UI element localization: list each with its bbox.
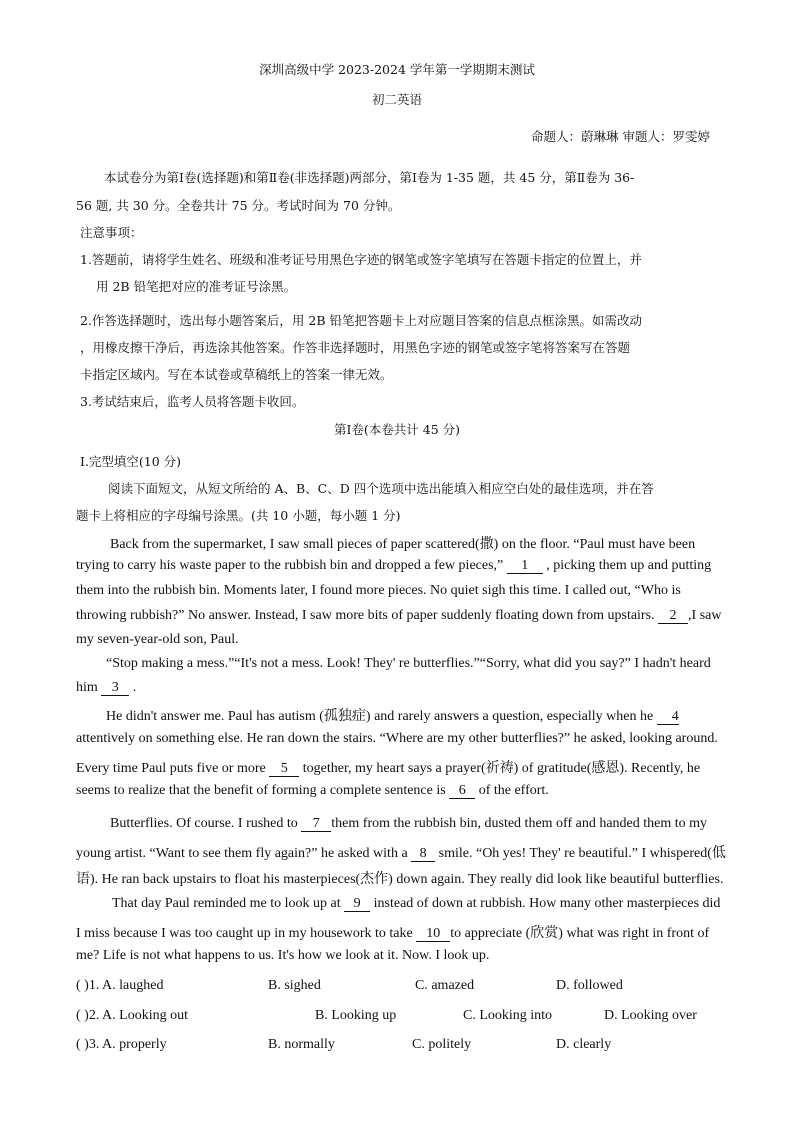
- passage-p1-line-1: Back from the supermarket, I saw small pieces of paper scattered(撒) on the floor. “Paul must have been: [110, 537, 696, 552]
- passage-p1-line-3: them into the rubbish bin. Moments later, I found more pieces. No quiet sigh this time. I called out, “Who is: [76, 583, 681, 598]
- question-3-option-b: B. normally: [268, 1037, 335, 1052]
- blank-7: 7: [301, 817, 331, 832]
- passage-p3-line-4: [76, 783, 549, 799]
- question-2-option-d: D. Looking over: [604, 1008, 697, 1023]
- blank-2: 2: [658, 609, 688, 624]
- passage-p4-line-1: [110, 816, 707, 832]
- question-2-option-b: B. Looking up: [315, 1008, 397, 1023]
- question-1-option-c: C. amazed: [415, 978, 475, 993]
- passage-p5-line-3: me? Life is not what happens to us. It's how we look at it. Now. I look up.: [76, 948, 490, 963]
- question-1-option-a: ( )1. A. laughed: [76, 978, 164, 993]
- passage-text: ,I saw: [688, 608, 722, 623]
- note-2-line-2: ，用橡皮擦干净后，再选涂其他答案。作答非选择题时，用黑色字迹的钢笔或签字笔将答案写在答题: [80, 340, 631, 355]
- passage-p3-line-2: attentively on something else. He ran down the stairs. “Where are my other butterflies?” he asked, looking around.: [76, 731, 718, 746]
- passage-text: throwing rubbish?” No answer. Instead, I saw more bits of paper suddenly floating down from upstairs.: [76, 608, 655, 623]
- passage-text: Every time Paul puts five or more: [76, 761, 266, 776]
- blank-10: 10: [416, 927, 450, 942]
- question-1-option-d: D. followed: [556, 978, 623, 993]
- exam-authors: 命题人：蔚琳琳 审题人：罗雯婷: [531, 129, 710, 144]
- note-3: 3.考试结束后，监考人员将答题卡收回。: [80, 394, 305, 409]
- passage-p2-line-2: [76, 680, 136, 696]
- passage-text: seems to realize that the benefit of forming a complete sentence is: [76, 783, 446, 798]
- blank-5: 5: [269, 762, 299, 777]
- passage-text: smile. “Oh yes! They' re beautiful.” I whispered(低: [438, 846, 726, 861]
- passage-p2-line-1: “Stop making a mess.”“It's not a mess. Look! They' re butterflies.”“Sorry, what did you say?” I hadn't heard: [106, 656, 711, 671]
- passage-p5-line-1: [112, 896, 720, 912]
- passage-text: He didn't answer me. Paul has autism (孤独症) and rarely answers a question, especially when he: [106, 709, 654, 724]
- exam-subject: 初二英语: [371, 92, 422, 107]
- exam-title: 深圳高级中学 2023-2024 学年第一学期期末测试: [259, 62, 535, 77]
- passage-text: trying to carry his waste paper to the rubbish bin and dropped a few pieces,”: [76, 558, 504, 573]
- note-2-line-3: 卡指定区域内。写在本试卷或草稿纸上的答案一律无效。: [80, 367, 393, 382]
- question-3-option-a: ( )3. A. properly: [76, 1037, 167, 1052]
- question-3-option-d: D. clearly: [556, 1037, 612, 1052]
- intro-line-1: 本试卷分为第Ⅰ卷(选择题)和第Ⅱ卷(非选择题)两部分，第Ⅰ卷为 1-35 题，共 45 分，第Ⅱ卷为 36-: [104, 170, 635, 185]
- passage-p4-line-2: [76, 842, 726, 862]
- passage-text: I miss because I was too caught up in my housework to take: [76, 926, 413, 941]
- passage-text: him: [76, 680, 98, 695]
- passage-p3-line-1: [106, 705, 679, 725]
- section-title: 第Ⅰ卷(本卷共计 45 分): [333, 422, 461, 437]
- notes-heading: 注意事项：: [80, 225, 143, 240]
- blank-4: 4: [657, 710, 679, 725]
- blank-9: 9: [344, 897, 370, 912]
- note-2-line-1: 2.作答选择题时，选出每小题答案后，用 2B 铅笔把答题卡上对应题目答案的信息点框涂黑。如需改动: [80, 313, 643, 328]
- passage-p1-line-2: [76, 558, 711, 574]
- question-2-option-c: C. Looking into: [463, 1008, 553, 1023]
- intro-line-2: 56 题, 共 30 分。全卷共计 75 分。考试时间为 70 分钟。: [76, 198, 401, 213]
- passage-p1-line-4: [76, 608, 721, 624]
- note-1-line-2: 用 2B 铅笔把对应的准考证号涂黑。: [96, 279, 297, 294]
- blank-1: 1: [507, 559, 543, 574]
- blank-6: 6: [449, 784, 475, 799]
- passage-text: to appreciate (欣赏) what was right in front of: [450, 926, 710, 941]
- passage-text: instead of down at rubbish. How many other masterpieces did: [373, 896, 721, 911]
- passage-text: Butterflies. Of course. I rushed to: [110, 816, 298, 831]
- question-2-option-a: ( )2. A. Looking out: [76, 1008, 188, 1023]
- passage-text: That day Paul reminded me to look up at: [112, 896, 341, 911]
- passage-text: together, my heart says a prayer(祈祷) of gratitude(感恩). Recently, he: [302, 761, 701, 776]
- instruction-line-2: 题卡上将相应的字母编号涂黑。(共 10 小题，每小题 1 分): [76, 508, 401, 523]
- passage-text: of the effort.: [478, 783, 549, 798]
- blank-3: 3: [101, 681, 129, 696]
- passage-text: .: [132, 680, 137, 695]
- passage-p5-line-2: [76, 922, 709, 942]
- blank-8: 8: [411, 847, 435, 862]
- passage-p4-line-3: 语). He ran back upstairs to float his masterpieces(杰作) down again. They really did look like beautiful butterflies.: [76, 872, 724, 887]
- part-heading: Ⅰ.完型填空(10 分): [80, 454, 182, 469]
- passage-p1-line-5: my seven-year-old son, Paul.: [76, 632, 239, 647]
- question-3-option-c: C. politely: [412, 1037, 472, 1052]
- question-1-option-b: B. sighed: [268, 978, 321, 993]
- instruction-line-1: 阅读下面短文，从短文所给的 A、B、C、D 四个选项中选出能填入相应空白处的最佳选项，并在答: [108, 481, 654, 496]
- passage-text: young artist. “Want to see them fly again?” he asked with a: [76, 846, 408, 861]
- passage-text: them from the rubbish bin, dusted them off and handed them to my: [331, 816, 708, 831]
- note-1-line-1: 1.答题前，请将学生姓名、班级和准考证号用黑色字迹的钢笔或签字笔填写在答题卡指定的位置上，并: [80, 252, 642, 267]
- passage-text: , picking them up and putting: [546, 558, 712, 573]
- passage-p3-line-3: [76, 757, 700, 777]
